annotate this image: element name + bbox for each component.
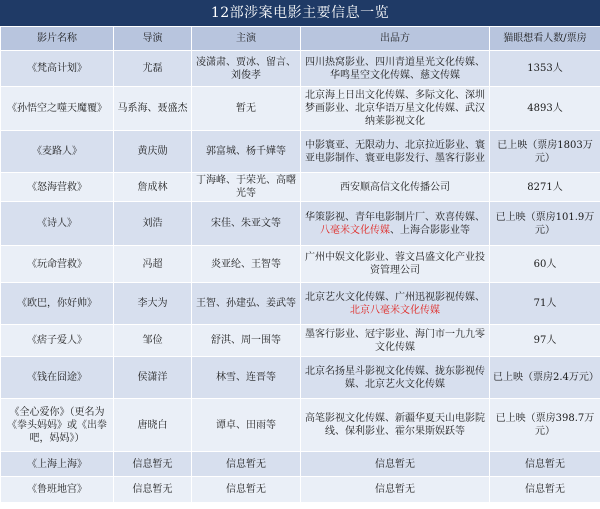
stat-cell: 1353人 [490,51,600,87]
film-name: 《全心爱你》（更名为《拳头妈妈》或《出拳吧，妈妈》） [1,399,114,452]
director-cell: 马系海、聂盛杰 [114,87,192,131]
cast-cell: 炎亚纶、王智等 [192,246,301,283]
film-name: 《上海上海》 [1,452,114,477]
col-header-producer: 出品方 [301,27,490,51]
col-header-stat: 猫眼想看人数/票房 [490,27,600,51]
stat-cell: 已上映（票房2.4万元） [490,357,600,399]
table-row [1,357,600,399]
table-row [1,173,600,202]
producer-text: 北京艺火文化传媒、广州迅视影视传媒、 [305,291,485,303]
table-row [1,131,600,173]
producer-text: 华策影视、青年电影制片厂、欢喜传媒、 [305,211,485,223]
producer-cell: 四川热窝影业、四川青道星光文化传媒、华鸣星空文化传媒、慈文传媒 [301,51,490,87]
film-name: 《鲁班地宫》 [1,477,114,503]
director-cell: 侯潇洋 [114,357,192,399]
table-row [1,452,600,477]
director-cell: 尤磊 [114,51,192,87]
stat-cell: 97人 [490,325,600,357]
film-name: 《玩命营救》 [1,246,114,283]
producer-cell: 信息暂无 [301,452,490,477]
director-cell: 信息暂无 [114,477,192,503]
stat-cell: 信息暂无 [490,477,600,503]
film-name: 《诗人》 [1,202,114,246]
stat-cell: 60人 [490,246,600,283]
cast-cell: 信息暂无 [192,477,301,503]
film-name: 《怒海营救》 [1,173,114,202]
col-header-director: 导演 [114,27,192,51]
table-row [1,87,600,131]
stat-cell: 8271人 [490,173,600,202]
film-name: 《梵高计划》 [1,51,114,87]
director-cell: 信息暂无 [114,452,192,477]
producer-cell: 中影寰亚、无限动力、北京拉近影业、寰亚电影制作、寰亚电影发行、墨客行影业 [301,131,490,173]
director-cell: 詹成林 [114,173,192,202]
stat-cell: 已上映（票房101.9万元） [490,202,600,246]
film-name: 《欧巴，你好帅》 [1,283,114,325]
cast-cell: 凌潇肃、贾冰、留言、刘俊孝 [192,51,301,87]
producer-text: 、上海合影影业等 [390,224,470,236]
director-cell: 冯超 [114,246,192,283]
producer-cell: 高笔影视文化传媒、新疆华夏天山电影院线、保利影业、霍尔果斯娱跃等 [301,399,490,452]
stat-cell: 4893人 [490,87,600,131]
director-cell: 邹俭 [114,325,192,357]
table-row [1,202,600,246]
film-name: 《痞子爱人》 [1,325,114,357]
stat-cell: 已上映（票房398.7万元） [490,399,600,452]
director-cell: 黄庆勋 [114,131,192,173]
table-row [1,477,600,503]
director-cell: 唐晓白 [114,399,192,452]
table-row [1,325,600,357]
film-name: 《钱在囧途》 [1,357,114,399]
cast-cell: 信息暂无 [192,452,301,477]
col-header-cast: 主演 [192,27,301,51]
producer-cell [301,202,490,246]
director-cell: 刘浩 [114,202,192,246]
film-name: 《麦路人》 [1,131,114,173]
stat-cell: 71人 [490,283,600,325]
producer-cell: 西安顺高信文化传播公司 [301,173,490,202]
table-title: 12部涉案电影主要信息一览 [0,0,600,26]
cast-cell: 舒淇、周一围等 [192,325,301,357]
table-row [1,246,600,283]
highlighted-producer: 八毫米文化传媒 [320,224,390,236]
table-row [1,283,600,325]
producer-cell: 墨客行影业、冠宇影业、海门市一九九零文化传媒 [301,325,490,357]
cast-cell: 王智、孙建弘、姜武等 [192,283,301,325]
stat-cell: 已上映（票房1803万元） [490,131,600,173]
table-row [1,51,600,87]
director-cell: 李大为 [114,283,192,325]
producer-cell: 北京海上日出文化传媒、多际文化、深圳梦画影业、北京华语万星文化传媒、武汉纳莱影视文化 [301,87,490,131]
producer-cell: 北京名扬星斗影视文化传媒、拢东影视传媒、北京艺火文化传媒 [301,357,490,399]
cast-cell: 宋佳、朱亚文等 [192,202,301,246]
stat-cell: 信息暂无 [490,452,600,477]
film-name: 《孙悟空之噬天魔覆》 [1,87,114,131]
producer-cell [301,283,490,325]
table-row [1,399,600,452]
producer-cell: 广州中娱文化影业、蓉文昌盛文化产业投资管理公司 [301,246,490,283]
films-table [0,26,600,503]
cast-cell: 暂无 [192,87,301,131]
highlighted-producer: 北京八毫米文化传媒 [350,304,440,316]
col-header-film: 影片名称 [1,27,114,51]
header-row [1,27,600,51]
cast-cell: 林雪、连晋等 [192,357,301,399]
cast-cell: 郭富城、杨千嬅等 [192,131,301,173]
cast-cell: 丁海峰、于荣光、高曙光等 [192,173,301,202]
producer-cell: 信息暂无 [301,477,490,503]
cast-cell: 谭卓、田雨等 [192,399,301,452]
